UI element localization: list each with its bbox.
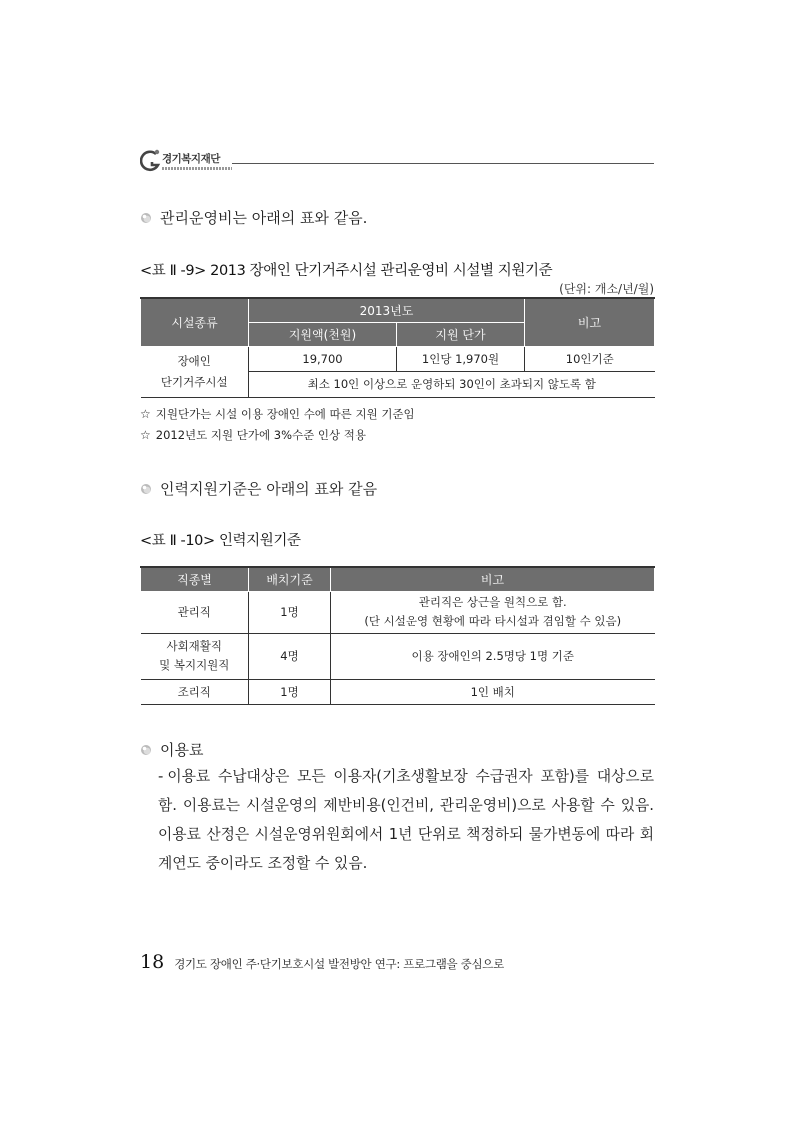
note-text: 지원단가는 시설 이용 장애인 수에 따른 지원 기준임 [155,407,415,421]
star-icon: ☆ [140,428,151,442]
header-facility-type: 시설종류 [141,298,249,346]
header-divider [232,163,654,164]
page-footer [140,951,504,973]
header-job-type: 직종별 [141,567,249,591]
table-note-2 [140,427,366,443]
count-cell: 1명 [249,591,331,633]
dash-marker: - [158,768,164,785]
bullet-usage-fee [140,739,203,760]
logo-subtitle-mark [162,167,232,170]
table-unit-note: (단위: 개소/년/월) [559,282,654,296]
organization-name: 경기복지재단 [162,153,220,165]
span-note-cell: 최소 10인 이상으로 운영하되 30인이 초과되지 않도록 함 [249,371,655,397]
job-cell: 조리직 [141,679,249,704]
table-row [141,633,655,679]
note-cell: 10인기준 [525,346,655,371]
bullet-icon [140,483,152,495]
page-number: 18 [140,951,165,973]
unit-price-cell: 1인당 1,970원 [397,346,525,371]
usage-fee-paragraph [158,762,654,878]
staffing-table [140,566,655,705]
note-text: 2012년도 지원 단가에 3%수준 인상 적용 [155,428,366,442]
bullet-operating-cost [140,207,367,228]
header-remarks: 비고 [331,567,655,591]
remark-cell: 1인 배치 [331,679,655,704]
paragraph-text: 이용료 수납대상은 모든 이용자(기초생활보장 수급권자 포함)를 대상으로 함. 이용료는 시설운영의 제반비용(인건비, 관리운영비)으로 사용할 수 있음. 이용료 산정은 시설운영위원회에서 1년 단위로 책정하되 물가변동에 따라 회계연도 중이라도 조정할 수 있음. [158,768,654,872]
job-cell: 관리직 [141,591,249,633]
page-header [140,148,654,176]
count-cell: 4명 [249,633,331,679]
header-unit-price: 지원 단가 [397,322,525,346]
bullet-icon [140,744,152,756]
star-icon: ☆ [140,407,151,421]
remark-cell: 이용 장애인의 2.5명당 1명 기준 [331,633,655,679]
foundation-logo-icon [140,148,162,174]
remark-cell: 관리직은 상근을 원칙으로 함. (단 시설운영 현황에 따라 타시설과 겸임할 수 있음) [331,591,655,633]
bullet-text: 이용료 [160,741,204,759]
header-note: 비고 [525,298,655,346]
count-cell: 1명 [249,679,331,704]
report-title: 경기도 장애인 주·단기보호시설 발전방안 연구: 프로그램을 중심으로 [174,957,504,971]
bullet-icon [140,212,152,224]
support-amount-cell: 19,700 [249,346,397,371]
header-year: 2013년도 [249,298,525,322]
bullet-text: 인력지원기준은 아래의 표와 같음 [160,480,378,498]
bullet-text: 관리운영비는 아래의 표와 같음. [160,209,368,227]
operating-cost-table [140,297,655,398]
job-cell: 사회재활직 및 복지지원직 [141,633,249,679]
header-support-amount: 지원액(천원) [249,322,397,346]
bullet-staffing [140,478,377,499]
facility-name-cell: 장애인 단기거주시설 [141,346,249,397]
header-placement: 배치기준 [249,567,331,591]
table-caption-10: <표 Ⅱ -10> 인력지원기준 [140,533,301,549]
table-caption-9: <표 Ⅱ -9> 2013 장애인 단기거주시설 관리운영비 시설별 지원기준 [140,263,553,279]
table-note-1 [140,406,415,422]
table-row [141,679,655,704]
table-row [141,591,655,633]
